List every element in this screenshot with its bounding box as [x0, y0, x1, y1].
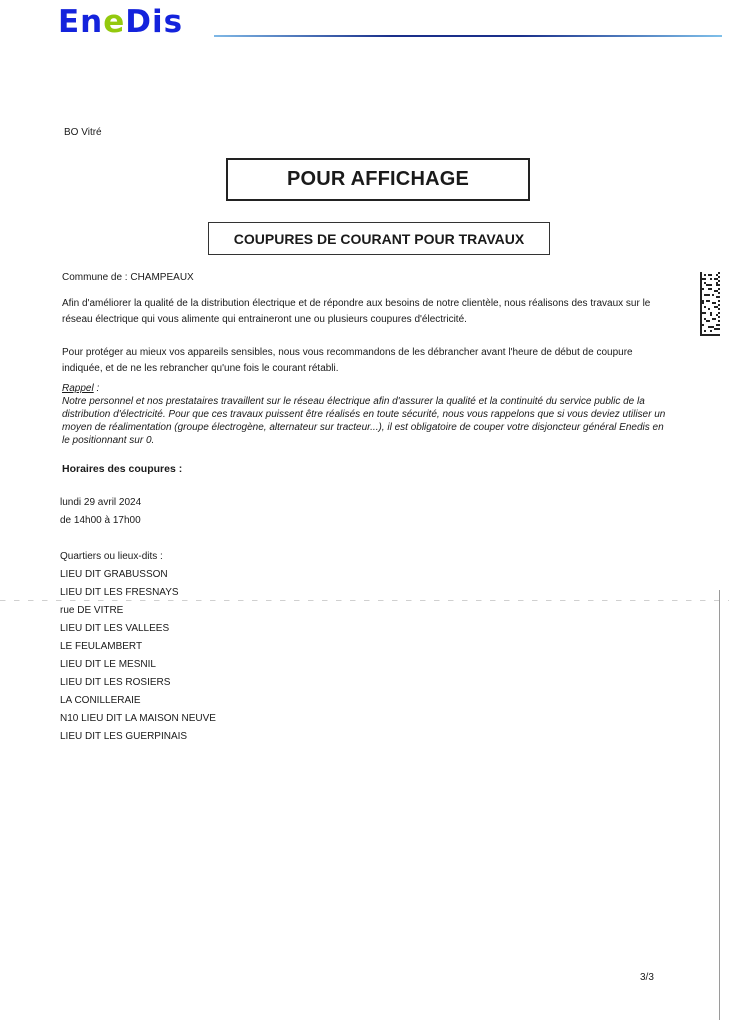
quartier-item: LIEU DIT GRABUSSON	[60, 569, 168, 580]
commune-line: Commune de : CHAMPEAUX	[62, 272, 194, 283]
office-label: BO Vitré	[64, 127, 102, 138]
advice-paragraph: Pour protéger au mieux vos appareils sensibles, nous vous recommandons de les débrancher avant l'heure de début de coupure indiquée, et de ne les rebrancher qu'une fois le courant rétabli.	[62, 347, 633, 374]
quartier-item: LIEU DIT LE MESNIL	[60, 659, 156, 670]
quartier-item: LIEU DIT LES VALLEES	[60, 623, 170, 634]
logo-part-e: e	[103, 4, 126, 40]
rappel-text: Notre personnel et nos prestataires travaillent sur le réseau électrique afin d'assurer la qualité et la continuité du service public de la distribution d'électricité. Pour que ces travaux puissent être réalisés en toute sécurité, nous vous rappelons que si vous deviez utiliser un moyen de réalimentation (groupe électrogène, alternateur sur tracteur...), il est obligatoire de couper votre disjoncteur général Enedis en le positionnant sur 0.	[62, 396, 666, 446]
schedule-date: lundi 29 avril 2024	[60, 497, 142, 508]
horaires-heading: Horaires des coupures :	[62, 463, 183, 475]
quartiers-block	[60, 548, 216, 746]
subtitle-box: COUPURES DE COURANT POUR TRAVAUX	[208, 222, 550, 255]
datamatrix-code-icon	[700, 272, 720, 336]
quartiers-heading: Quartiers ou lieux-dits :	[60, 551, 163, 562]
logo-part-en: En	[58, 4, 104, 40]
logo-part-dis: Dis	[125, 4, 184, 40]
rappel-heading	[62, 382, 672, 395]
header-rule	[214, 35, 722, 37]
quartier-item: LE FEULAMBERT	[60, 641, 143, 652]
page-number: 3/3	[640, 972, 654, 983]
quartier-item: LIEU DIT LES FRESNAYS	[60, 587, 179, 598]
rappel-title: Rappel	[62, 383, 94, 394]
quartier-item: LIEU DIT LES GUERPINAIS	[60, 731, 188, 742]
intro-paragraph: Afin d'améliorer la qualité de la distribution électrique et de répondre aux besoins de notre clientèle, nous réalisons des travaux sur le réseau électrique qui vous alimente qui entraineront une ou plusieurs coupures d'électricité.	[62, 298, 651, 325]
scan-artifact-line	[0, 600, 729, 601]
schedule-time: de 14h00 à 17h00	[60, 515, 141, 526]
scan-edge-line	[719, 590, 720, 1020]
title-box: POUR AFFICHAGE	[226, 158, 530, 201]
quartier-item: LIEU DIT LES ROSIERS	[60, 677, 171, 688]
quartier-item: N10 LIEU DIT LA MAISON NEUVE	[60, 713, 216, 724]
quartier-item: LA CONILLERAIE	[60, 695, 141, 706]
quartier-item: rue DE VITRE	[60, 605, 124, 616]
enedis-logo	[58, 4, 183, 40]
schedule-block	[60, 494, 141, 530]
rappel-section	[62, 382, 672, 447]
rappel-title-suffix: :	[93, 383, 100, 394]
